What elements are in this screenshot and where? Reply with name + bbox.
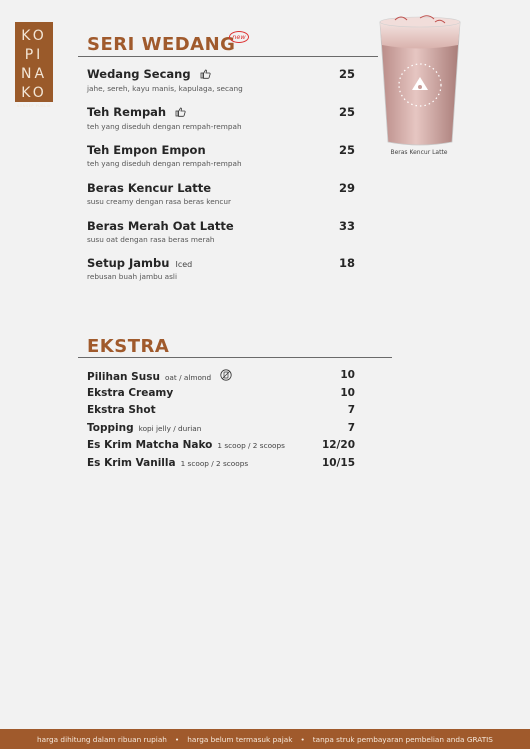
drink-photo bbox=[375, 10, 465, 150]
logo-row-4: KO bbox=[21, 85, 47, 101]
section-title-seri-wedang: SERI WEDANG bbox=[87, 34, 236, 55]
extra-sub: oat / almond bbox=[164, 373, 212, 382]
thumbs-up-icon bbox=[175, 106, 186, 120]
thumbs-up-icon bbox=[200, 68, 211, 82]
extra-price: 7 bbox=[347, 404, 355, 416]
section-divider bbox=[78, 56, 378, 57]
extra-price: 7 bbox=[347, 422, 355, 434]
extra-item-topping bbox=[87, 422, 201, 434]
extra-name: Es Krim Vanilla bbox=[87, 457, 176, 469]
menu-item-setup-jambu bbox=[87, 256, 192, 281]
extra-item-es-krim-matcha-nako bbox=[87, 439, 285, 451]
item-description: teh yang diseduh dengan rempah-rempah bbox=[87, 122, 242, 131]
menu-item-teh-empon-empon bbox=[87, 143, 242, 168]
item-name: Teh Empon Empon bbox=[87, 143, 206, 157]
item-description: rebusan buah jambu asli bbox=[87, 272, 177, 281]
item-name: Teh Rempah bbox=[87, 105, 167, 119]
menu-item-wedang-secang bbox=[87, 67, 243, 93]
menu-item-teh-rempah bbox=[87, 105, 242, 131]
extra-item-pilihan-susu bbox=[87, 369, 232, 384]
extra-name: Es Krim Matcha Nako bbox=[87, 439, 213, 451]
extra-item-ekstra-shot bbox=[87, 404, 156, 416]
logo-tagline: KONSEP PUBLIK bbox=[17, 104, 51, 108]
footer-note: harga belum termasuk pajak bbox=[187, 734, 293, 744]
extra-sub: 1 scoop / 2 scoops bbox=[217, 441, 285, 450]
item-note: Iced bbox=[175, 260, 193, 269]
extra-sub: kopi jelly / durian bbox=[138, 424, 202, 433]
item-price: 29 bbox=[338, 181, 355, 195]
item-price: 18 bbox=[338, 256, 355, 270]
extra-item-ekstra-creamy bbox=[87, 387, 173, 399]
item-description: jahe, sereh, kayu manis, kapulaga, secang bbox=[87, 84, 243, 93]
kopi-nako-logo bbox=[15, 22, 53, 108]
item-price: 33 bbox=[338, 219, 355, 233]
photo-caption: Beras Kencur Latte bbox=[390, 149, 448, 156]
footer-separator: • bbox=[174, 734, 180, 744]
item-name: Beras Merah Oat Latte bbox=[87, 219, 234, 233]
extra-item-es-krim-vanilla bbox=[87, 457, 248, 469]
extra-sub: 1 scoop / 2 scoops bbox=[180, 459, 249, 468]
section-title-ekstra: EKSTRA bbox=[87, 336, 170, 357]
item-price: 25 bbox=[338, 143, 355, 157]
item-description: teh yang diseduh dengan rempah-rempah bbox=[87, 159, 242, 168]
extra-price: 10/15 bbox=[321, 457, 355, 469]
logo-row-2: PI bbox=[24, 47, 44, 63]
new-badge: new bbox=[229, 31, 249, 43]
item-description: susu creamy dengan rasa beras kencur bbox=[87, 197, 232, 206]
footer-note: harga dihitung dalam ribuan rupiah bbox=[37, 734, 167, 744]
extra-name: Ekstra Shot bbox=[87, 404, 156, 416]
footer-note: tanpa struk pembayaran pembelian anda GRATIS bbox=[312, 734, 493, 744]
item-price: 25 bbox=[338, 105, 355, 119]
extra-price: 10 bbox=[340, 387, 355, 399]
logo-row-1: KO bbox=[21, 28, 47, 44]
extra-price: 12/20 bbox=[321, 439, 355, 451]
item-name: Beras Kencur Latte bbox=[87, 181, 212, 195]
item-name: Setup Jambu bbox=[87, 256, 170, 270]
extra-name: Topping bbox=[87, 422, 134, 434]
footer-separator: • bbox=[300, 734, 305, 744]
extra-name: Pilihan Susu bbox=[87, 371, 160, 383]
extra-price: 10 bbox=[340, 369, 355, 381]
menu-item-beras-kencur-latte bbox=[87, 181, 231, 206]
menu-item-beras-merah-oat-latte bbox=[87, 219, 234, 244]
logo-row-3: NA bbox=[20, 66, 48, 82]
footer-notes-bar bbox=[0, 729, 530, 749]
section-divider bbox=[78, 357, 392, 358]
extra-name: Ekstra Creamy bbox=[87, 387, 174, 399]
item-price: 25 bbox=[338, 67, 355, 81]
item-description: susu oat dengan rasa beras merah bbox=[87, 235, 215, 244]
item-name: Wedang Secang bbox=[87, 67, 191, 81]
dairy-free-icon bbox=[220, 369, 232, 384]
